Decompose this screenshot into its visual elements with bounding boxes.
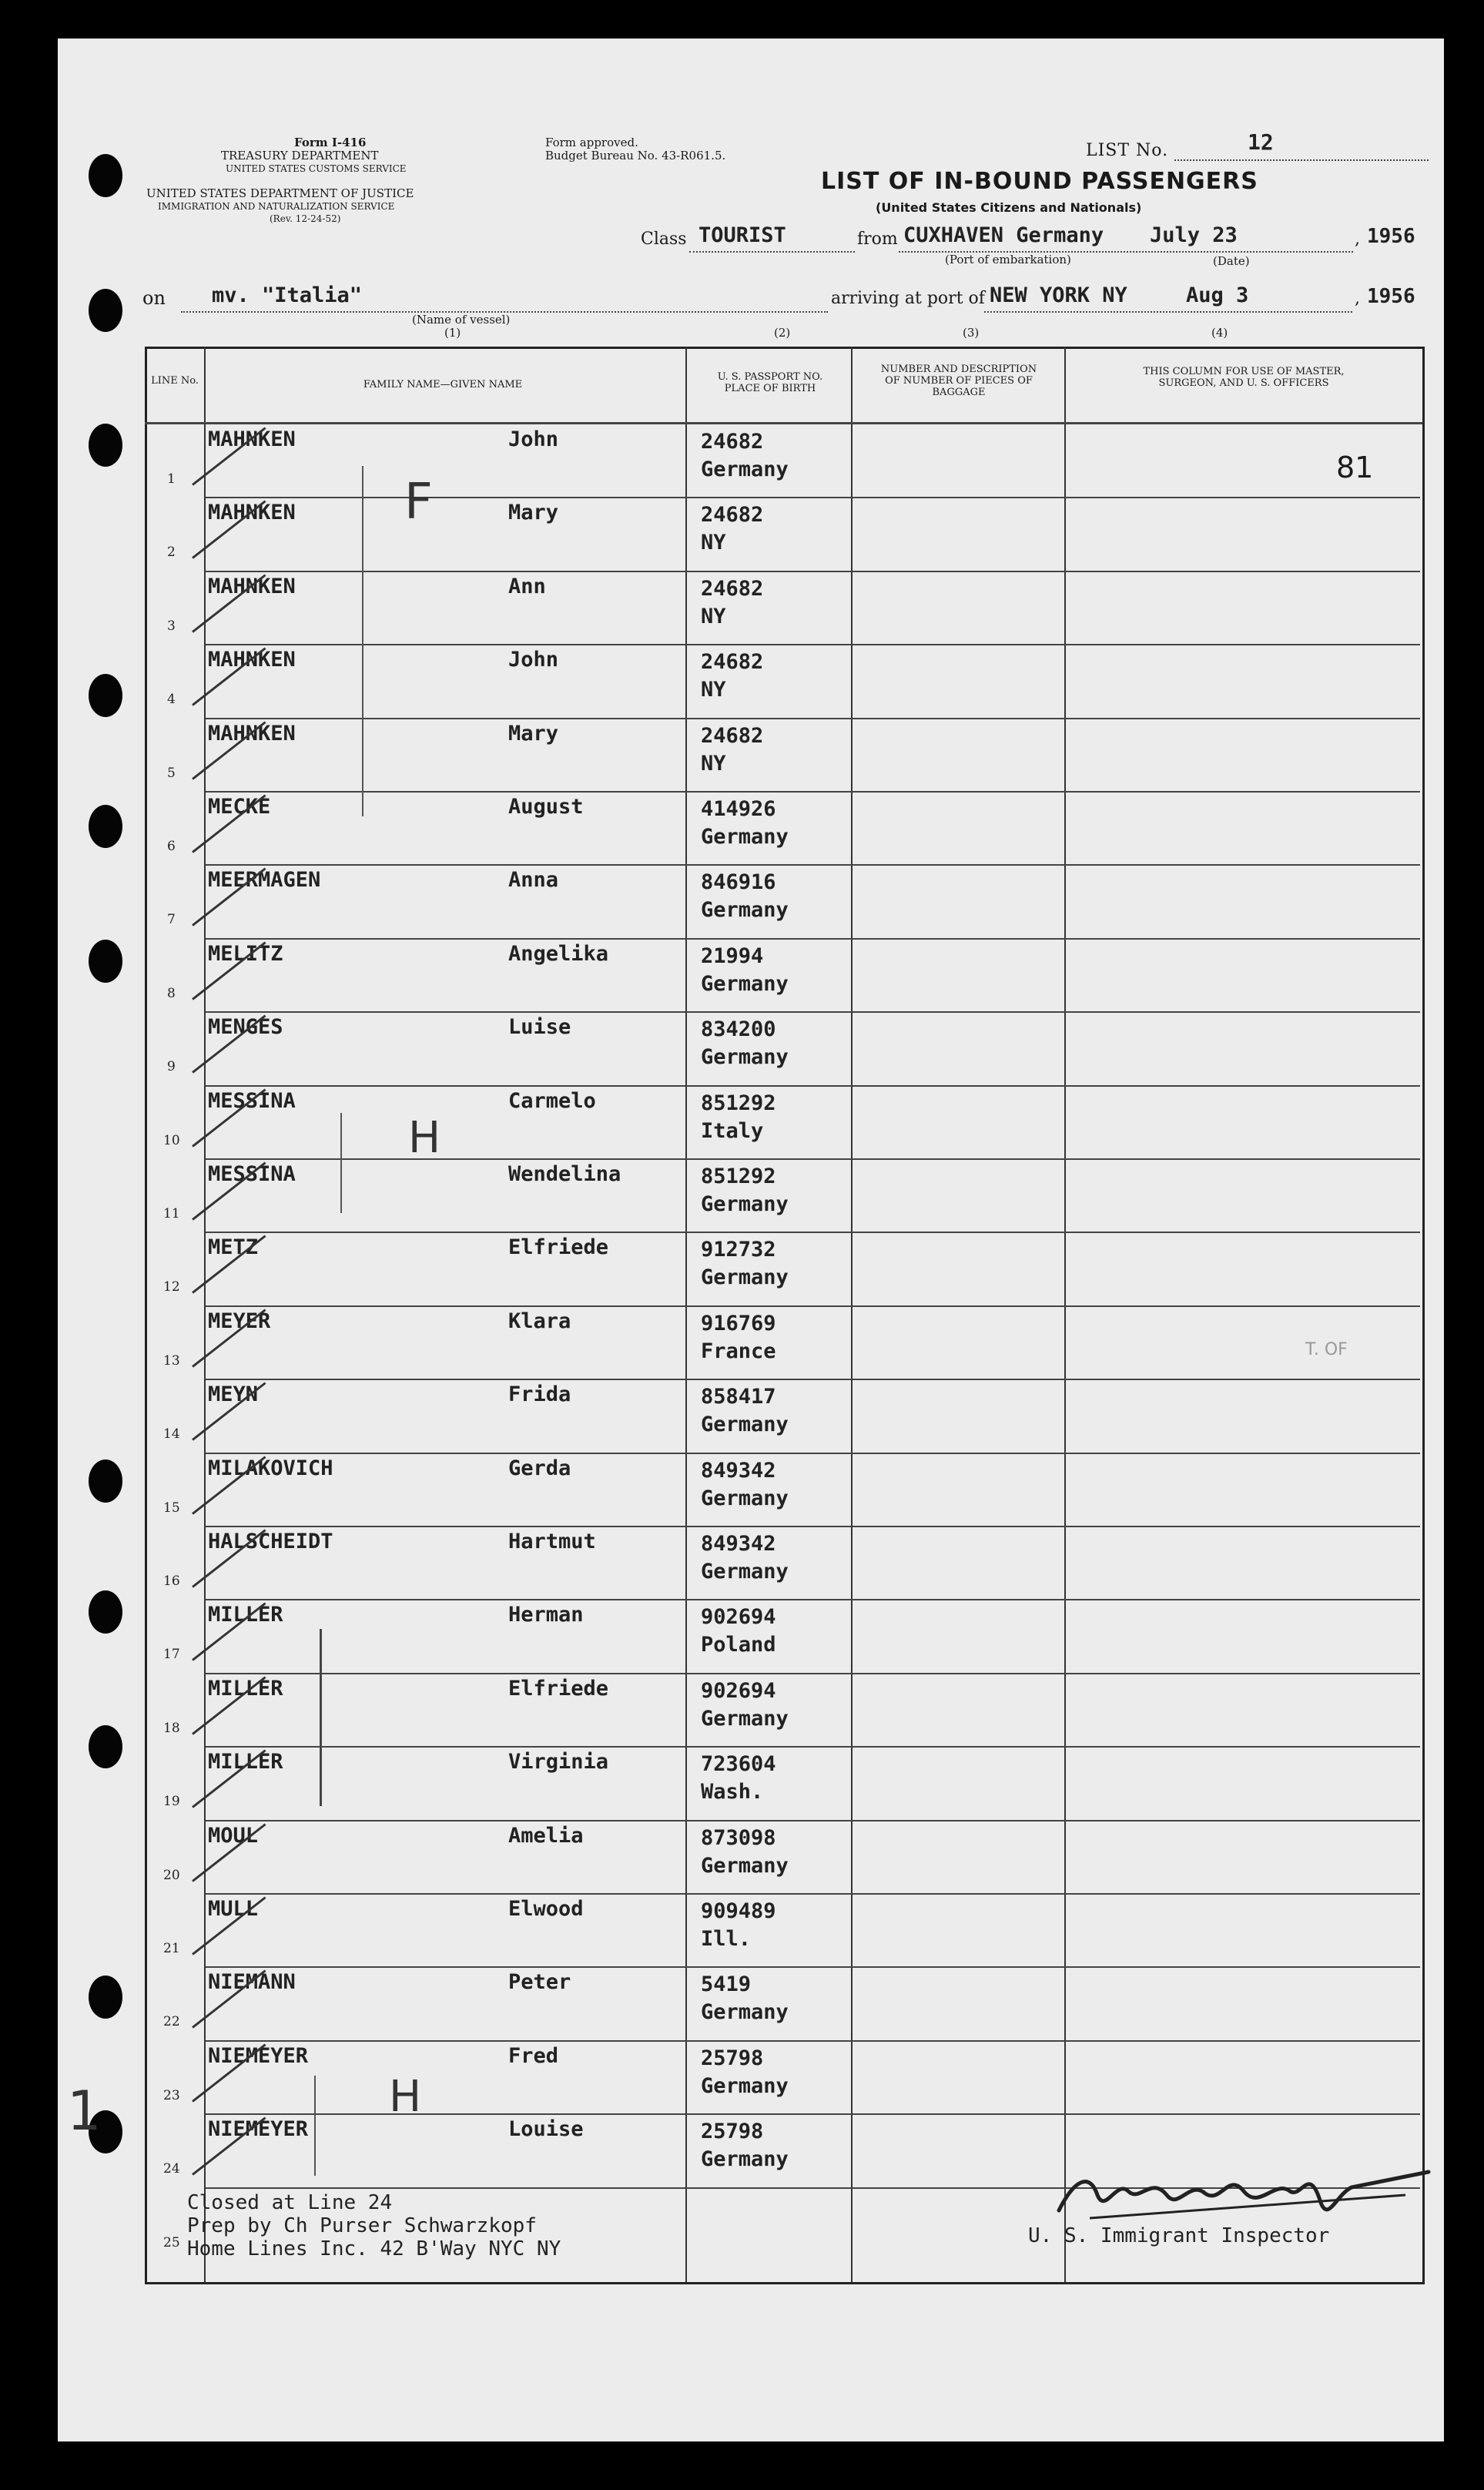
given-name: August (508, 795, 584, 819)
passport-number: 858417 (701, 1385, 776, 1409)
family-name: NIEMEYER (208, 2043, 309, 2068)
place-of-birth: Germany (701, 2000, 789, 2025)
family-name: MAHNKEN (208, 721, 296, 746)
binder-hole (89, 1976, 122, 2019)
vessel-caption: (Name of vessel) (412, 313, 511, 327)
row-separator (206, 2040, 1420, 2042)
row-separator (206, 2113, 1420, 2115)
line-number: 3 (167, 618, 176, 634)
binder-hole (89, 424, 122, 467)
form-title: LIST OF IN-BOUND PASSENGERS (821, 168, 1258, 195)
place-of-birth: NY (701, 604, 726, 628)
row-separator (206, 1599, 1420, 1600)
header-name: FAMILY NAME—GIVEN NAME (363, 379, 523, 390)
line-number: 1 (167, 471, 176, 487)
passport-number: 909489 (701, 1899, 776, 1923)
line-number: 21 (163, 1941, 180, 1956)
place-of-birth: Poland (701, 1633, 776, 1657)
given-name: Louise (508, 2117, 584, 2142)
passport-number: 25798 (701, 2120, 764, 2144)
family-name: MESSINA (208, 1088, 296, 1113)
passport-number: 24682 (701, 650, 764, 675)
treasury-dept: TREASURY DEPARTMENT (221, 149, 379, 163)
place-of-birth: Italy (701, 1118, 764, 1143)
family-name: NIEMEYER (208, 2117, 309, 2142)
given-name: Elwood (508, 1897, 584, 1921)
row-separator (206, 1085, 1420, 1087)
embarkation-port: CUXHAVEN Germany (903, 223, 1104, 247)
passport-number: 902694 (701, 1605, 776, 1630)
arrival-port: NEW YORK NY (990, 283, 1127, 307)
col3-num: (3) (963, 326, 980, 340)
line-number: 25 (163, 2234, 180, 2250)
family-name: MELITZ (208, 941, 283, 966)
given-name: Mary (508, 501, 559, 525)
row-separator (206, 1966, 1420, 1968)
given-name: Gerda (508, 1456, 571, 1480)
binder-hole (89, 289, 122, 332)
family-name: MAHNKEN (208, 648, 296, 672)
line-number: 16 (163, 1573, 180, 1589)
given-name: John (508, 427, 559, 451)
passport-number: 5419 (701, 1972, 752, 1997)
line-number: 2 (167, 545, 176, 561)
line-number: 14 (163, 1426, 180, 1443)
passport-number: 24682 (701, 503, 764, 528)
given-name: Carmelo (508, 1088, 596, 1113)
place-of-birth: Germany (701, 2147, 789, 2172)
line-number: 9 (167, 1059, 176, 1075)
family-name: MESSINA (208, 1162, 296, 1186)
shipping-line: Home Lines Inc. 42 B'Way NYC NY (187, 2237, 561, 2260)
inspector-signature (1043, 2149, 1444, 2234)
place-of-birth: Germany (701, 2073, 789, 2098)
line-number: 19 (163, 1794, 180, 1810)
place-of-birth: Germany (701, 1045, 789, 1070)
header-officers: THIS COLUMN FOR USE OF MASTER, SURGEON, AND U. S. OFFICERS (1143, 366, 1345, 389)
inspector-title: U. S. Immigrant Inspector (1028, 2224, 1330, 2247)
col4-num: (4) (1211, 326, 1228, 340)
place-of-birth: Germany (701, 825, 789, 849)
binder-hole (89, 1459, 122, 1503)
date-caption: (Date) (1213, 254, 1250, 268)
place-of-birth: Germany (701, 457, 789, 481)
class-label: Class (641, 230, 687, 249)
given-name: Mary (508, 721, 559, 746)
line-number: 6 (167, 839, 176, 854)
row-separator (206, 791, 1420, 793)
given-name: Virginia (508, 1750, 609, 1775)
place-of-birth: Germany (701, 1413, 789, 1437)
passport-number: 834200 (701, 1017, 776, 1042)
row-separator (206, 1893, 1420, 1895)
given-name: Elfriede (508, 1235, 609, 1260)
row-separator (206, 1158, 1420, 1160)
place-of-birth: Germany (701, 1560, 789, 1583)
line-number: 11 (163, 1206, 180, 1222)
class-value: TOURIST (698, 223, 786, 247)
passport-number: 902694 (701, 1678, 776, 1703)
embark-caption: (Port of embarkation) (945, 253, 1071, 266)
line-number: 15 (163, 1500, 180, 1516)
family-name: MILLER (208, 1750, 283, 1775)
given-name: Herman (508, 1603, 584, 1627)
justice-dept: UNITED STATES DEPARTMENT OF JUSTICE (146, 186, 414, 200)
place-of-birth: Germany (701, 971, 789, 996)
place-of-birth: Wash. (701, 1780, 764, 1805)
closed-note: Closed at Line 24 (187, 2191, 393, 2214)
arrival-date: Aug 3 (1186, 283, 1249, 307)
passport-number: 414926 (701, 797, 776, 821)
family-name: MENGES (208, 1015, 283, 1040)
page-stamp: 81 (1336, 451, 1374, 484)
line-number: 23 (163, 2087, 180, 2103)
given-name: Amelia (508, 1823, 584, 1848)
family-name: HALSCHEIDT (208, 1530, 333, 1553)
given-name: Frida (508, 1382, 571, 1407)
vessel-col-num: (1) (444, 326, 461, 340)
on-label: on (142, 287, 166, 309)
row-separator (206, 1673, 1420, 1674)
row-separator (206, 644, 1420, 645)
place-of-birth: NY (701, 531, 726, 555)
given-name: Wendelina (508, 1162, 621, 1186)
handwritten-h: H (389, 2072, 422, 2122)
binder-hole (89, 805, 122, 848)
row-separator (206, 1011, 1420, 1013)
place-of-birth: Germany (701, 1486, 789, 1510)
place-of-birth: Ill. (701, 1927, 752, 1951)
family-name: MEERMAGEN (208, 868, 321, 893)
family-name: MULL (208, 1897, 259, 1921)
passport-number: 24682 (701, 723, 764, 748)
passport-number: 851292 (701, 1165, 776, 1188)
form-approved: Form approved. (545, 136, 638, 149)
place-of-birth: Germany (701, 1192, 789, 1216)
family-name: MILAKOVICH (208, 1456, 333, 1480)
place-of-birth: NY (701, 751, 726, 776)
passport-number: 21994 (701, 943, 764, 968)
place-of-birth: France (701, 1339, 776, 1363)
col2-num: (2) (774, 326, 791, 340)
given-name: Anna (508, 868, 559, 893)
document-page: Form I-416 TREASURY DEPARTMENT UNITED STATES CUSTOMS SERVICE UNITED STATES DEPARTMENT OF JUSTICE IMMIGRATION AND NATURALIZATION SERVICE (Rev. 12-24-52) Form approved. Budget Bureau No. 43-R061.5. LIST No. 12 LIST OF IN-BOUND PASSENGERS (United States Citizens and Nationals) Class TOURIST from CUXHAVEN Germany July 23 , 1956 (Port of embarkation) (Date) on mv. "Italia" arriving at port of NEW YORK NY Aug 3 , 1956 (Name of vessel) (1) (2) (3) (4) 81 LINE No. FAMILY NAME—GIVEN NAME U. S. PASSPORT NO. PLACE OF BIRTH NUMBER AND DESCRIPTION OF NUMBER OF PIECES OF BAGGAGE THIS COLUMN FOR USE OF MASTER, SURGEON, AND U. S. OFFICERS 1 MAHNKEN John 24682 Germany 2 MAHNKEN Mary 24682 NY 3 MAHNKEN Ann 24682 NY 4 MAHNKEN John 24682 NY 5 MAHNKEN Mary 24682 NY 6 MECKE August 414926 Germany 7 MEERMAGEN Anna 846916 Germany 8 MELITZ Angelika 21994 Germany 9 MENGES Luise 834200 Germany 10 MESSINA Carmelo 851292 Italy 11 MESSINA Wendelina 851292 Germany 12 METZ Elfriede 912732 Germany 13 MEYER Klara 916769 France 14 MEYN Frida 858417 Germany 15 MILAKOVICH Gerda 849342 Germany 16 HALSCHEIDT Hartmut 849342 Germany 17 MILLER Herman 902694 Poland 18 MILLER Elfriede 902694 Germany 19 MILLER Virginia 723604 Wash. 20 MOUL Amelia 873098 Germany 21 MULL Elwood 909489 Ill. 22 NIEMANN Peter 5419 Germany 23 NIEMEYER Fred 25798 Germany 24 NIEMEYER Louise 25798 Germany 25 F H H 1 T. OF Closed at Line 24 Prep by Ch Purser Schwarzkopf Home Lines Inc. 42 B'Way NYC NY U. S. Immigrant Inspector (58, 39, 1444, 2441)
passport-number: 723604 (701, 1752, 776, 1777)
list-no-value: 12 (1248, 129, 1274, 155)
binder-hole (89, 1590, 122, 1634)
handwritten-h: H (408, 1113, 441, 1163)
place-of-birth: NY (701, 678, 726, 702)
line-number: 12 (163, 1279, 180, 1295)
row-separator (206, 938, 1420, 940)
given-name: Ann (508, 574, 546, 598)
place-of-birth: Germany (701, 1853, 789, 1878)
given-name: John (508, 648, 559, 672)
line-number: 20 (163, 1867, 180, 1883)
family-name: METZ (208, 1235, 259, 1260)
family-name: MOUL (208, 1823, 259, 1848)
binder-hole (89, 154, 122, 197)
passport-number: 25798 (701, 2046, 764, 2070)
revision: (Rev. 12-24-52) (270, 213, 341, 224)
handwritten-side-mark: 1 (67, 2079, 102, 2143)
given-name: Angelika (508, 941, 609, 966)
line-number: 17 (163, 1647, 180, 1663)
vessel-name: mv. "Italia" (212, 283, 363, 307)
passport-number: 849342 (701, 1458, 776, 1483)
embark-year: 1956 (1367, 225, 1415, 248)
given-name: Peter (508, 1970, 571, 1995)
passport-number: 873098 (701, 1825, 776, 1850)
line-number: 22 (163, 2014, 180, 2030)
family-name: MAHNKEN (208, 574, 296, 598)
place-of-birth: Germany (701, 1706, 789, 1731)
header-passport: U. S. PASSPORT NO. PLACE OF BIRTH (717, 371, 823, 394)
row-separator (206, 1305, 1420, 1307)
passport-number: 916769 (701, 1311, 776, 1335)
row-separator (206, 1526, 1420, 1527)
passport-number: 912732 (701, 1238, 776, 1262)
row-separator (206, 571, 1420, 572)
line-number: 24 (163, 2161, 180, 2177)
form-number: Form I-416 (294, 136, 367, 149)
row-separator (206, 1232, 1420, 1233)
row-separator (206, 1453, 1420, 1454)
row-separator (206, 497, 1420, 498)
family-name: NIEMANN (208, 1970, 296, 1995)
passenger-table (145, 347, 1425, 2284)
given-name: Klara (508, 1309, 571, 1333)
place-of-birth: Germany (701, 1265, 789, 1290)
given-name: Luise (508, 1015, 571, 1040)
embarkation-date: July 23 (1150, 223, 1238, 247)
form-subtitle: (United States Citizens and Nationals) (876, 200, 1142, 215)
family-name: MEYN (208, 1382, 259, 1407)
arriving-label: arriving at port of (831, 289, 985, 308)
family-name: MEYER (208, 1309, 271, 1333)
ins-service: IMMIGRATION AND NATURALIZATION SERVICE (158, 201, 395, 212)
line-number: 5 (167, 765, 176, 781)
passport-number: 24682 (701, 576, 764, 601)
line-number: 13 (163, 1352, 180, 1369)
header-line-no: LINE No. (151, 375, 199, 387)
row-separator (206, 1746, 1420, 1748)
row-separator (206, 718, 1420, 719)
officer-note: T. OF (1305, 1340, 1348, 1359)
family-name: MILLER (208, 1676, 283, 1701)
customs-service: UNITED STATES CUSTOMS SERVICE (226, 163, 407, 174)
passport-number: 849342 (701, 1532, 776, 1556)
place-of-birth: Germany (701, 898, 789, 923)
binder-hole (89, 940, 122, 983)
given-name: Fred (508, 2043, 559, 2068)
row-separator (206, 864, 1420, 866)
line-number: 10 (163, 1132, 180, 1148)
handwritten-f: F (404, 474, 433, 531)
passport-number: 24682 (701, 430, 764, 454)
passport-number: 851292 (701, 1091, 776, 1115)
from-label: from (857, 230, 898, 249)
given-name: Hartmut (508, 1530, 596, 1553)
family-name: MILLER (208, 1603, 283, 1627)
line-number: 7 (167, 912, 176, 928)
family-name: MAHNKEN (208, 501, 296, 525)
prepared-by: Prep by Ch Purser Schwarzkopf (187, 2214, 537, 2237)
line-number: 4 (167, 692, 176, 708)
arrival-year: 1956 (1367, 285, 1415, 308)
given-name: Elfriede (508, 1676, 609, 1701)
line-number: 18 (163, 1720, 180, 1736)
row-separator (206, 1379, 1420, 1380)
list-no-label: LIST No. (1086, 141, 1169, 160)
binder-hole (89, 674, 122, 717)
budget-bureau: Budget Bureau No. 43-R061.5. (545, 149, 726, 163)
passport-number: 846916 (701, 870, 776, 895)
header-baggage: NUMBER AND DESCRIPTION OF NUMBER OF PIECES OF BAGGAGE (880, 364, 1037, 398)
family-name: MECKE (208, 795, 271, 819)
binder-hole (89, 1725, 122, 1768)
row-separator (206, 1820, 1420, 1821)
family-name: MAHNKEN (208, 427, 296, 451)
line-number: 8 (167, 985, 176, 1001)
